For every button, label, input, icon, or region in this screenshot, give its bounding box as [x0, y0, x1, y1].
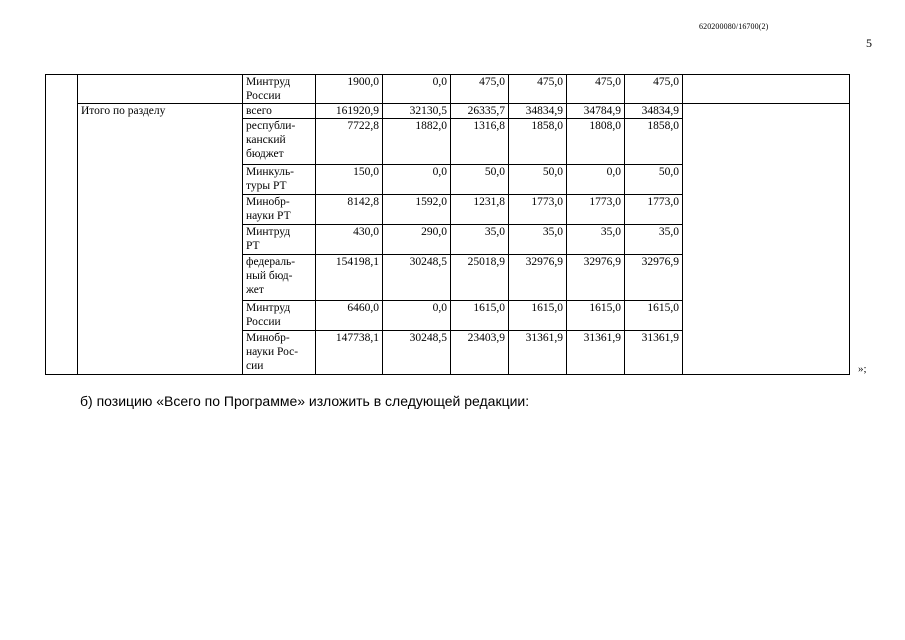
number-cell: [46, 75, 78, 375]
value-cell: 1808,0: [567, 119, 625, 165]
source-cell: республи- канский бюджет: [243, 119, 316, 165]
value-cell: 0,0: [567, 165, 625, 195]
source-cell: Минтруд России: [243, 301, 316, 331]
value-cell: 1615,0: [451, 301, 509, 331]
source-cell: Минтруд РТ: [243, 225, 316, 255]
value-cell: 25018,9: [451, 255, 509, 301]
value-cell: 475,0: [625, 75, 683, 104]
value-cell: 6460,0: [316, 301, 383, 331]
value-cell: 1316,8: [451, 119, 509, 165]
value-cell: 1773,0: [509, 195, 567, 225]
value-cell: 1615,0: [567, 301, 625, 331]
instruction-text: б) позицию «Всего по Программе» изложить в следующей редакции:: [80, 393, 530, 409]
value-cell: 161920,9: [316, 104, 383, 119]
value-cell: 34834,9: [625, 104, 683, 119]
budget-table: [45, 74, 850, 375]
value-cell: 35,0: [625, 225, 683, 255]
source-cell: федераль- ный бюд- жет: [243, 255, 316, 301]
value-cell: 50,0: [625, 165, 683, 195]
value-cell: 31361,9: [625, 331, 683, 375]
page-number: 5: [866, 36, 872, 50]
table-body: [46, 75, 850, 375]
value-cell: 23403,9: [451, 331, 509, 375]
value-cell: 8142,8: [316, 195, 383, 225]
value-cell: 34784,9: [567, 104, 625, 119]
value-cell: 35,0: [451, 225, 509, 255]
value-cell: 1900,0: [316, 75, 383, 104]
empty-cell: [683, 75, 850, 104]
value-cell: 32976,9: [625, 255, 683, 301]
value-cell: 1231,8: [451, 195, 509, 225]
value-cell: 1858,0: [625, 119, 683, 165]
value-cell: 475,0: [451, 75, 509, 104]
value-cell: 30248,5: [383, 331, 451, 375]
value-cell: 147738,1: [316, 331, 383, 375]
value-cell: 31361,9: [567, 331, 625, 375]
value-cell: 26335,7: [451, 104, 509, 119]
value-cell: 35,0: [509, 225, 567, 255]
section-label: Итого по разделу: [78, 104, 243, 375]
table-row: [46, 75, 850, 104]
document-code: 620200080/16700(2): [699, 22, 769, 31]
table-row: [46, 104, 850, 119]
value-cell: 34834,9: [509, 104, 567, 119]
value-cell: 30248,5: [383, 255, 451, 301]
value-cell: 32130,5: [383, 104, 451, 119]
source-cell: Минкуль- туры РТ: [243, 165, 316, 195]
value-cell: 1858,0: [509, 119, 567, 165]
value-cell: 32976,9: [567, 255, 625, 301]
value-cell: 1773,0: [625, 195, 683, 225]
value-cell: 35,0: [567, 225, 625, 255]
value-cell: 475,0: [509, 75, 567, 104]
value-cell: 1882,0: [383, 119, 451, 165]
value-cell: 154198,1: [316, 255, 383, 301]
value-cell: 1615,0: [625, 301, 683, 331]
value-cell: 290,0: [383, 225, 451, 255]
value-cell: 430,0: [316, 225, 383, 255]
value-cell: 32976,9: [509, 255, 567, 301]
value-cell: 7722,8: [316, 119, 383, 165]
value-cell: 31361,9: [509, 331, 567, 375]
value-cell: 50,0: [451, 165, 509, 195]
value-cell: 475,0: [567, 75, 625, 104]
value-cell: 50,0: [509, 165, 567, 195]
closing-quote: »;: [858, 363, 867, 375]
value-cell: 0,0: [383, 75, 451, 104]
source-cell: Минобр- науки РТ: [243, 195, 316, 225]
value-cell: 0,0: [383, 165, 451, 195]
value-cell: 0,0: [383, 301, 451, 331]
source-cell: Минобр- науки Рос- сии: [243, 331, 316, 375]
source-cell: Минтруд России: [243, 75, 316, 104]
value-cell: 1773,0: [567, 195, 625, 225]
value-cell: 150,0: [316, 165, 383, 195]
value-cell: 1592,0: [383, 195, 451, 225]
name-cell: [78, 75, 243, 104]
value-cell: 1615,0: [509, 301, 567, 331]
source-cell: всего: [243, 104, 316, 119]
empty-cell: [683, 104, 850, 375]
